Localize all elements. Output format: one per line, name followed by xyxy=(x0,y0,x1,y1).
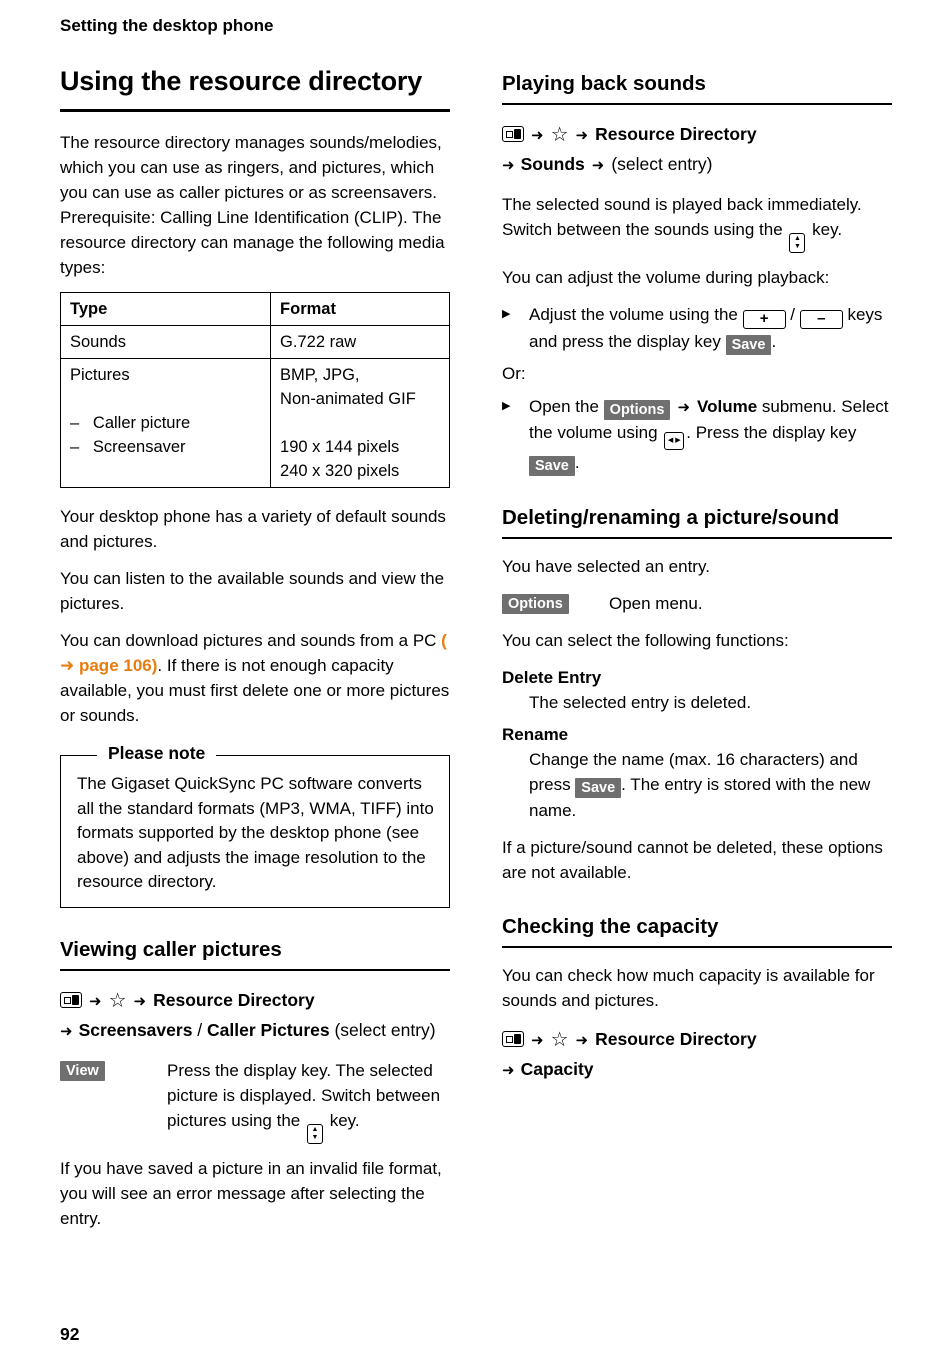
cell-line: 190 x 144 pixels xyxy=(280,438,400,456)
or-label: Or: xyxy=(502,364,526,383)
paragraph-cannot-delete: If a picture/sound cannot be deleted, these options are not available. xyxy=(502,837,883,882)
display-key-icon xyxy=(60,992,82,1008)
paragraph-invalid-format: If you have saved a picture in an invalid file format, you will see an error message after selecting the entry. xyxy=(60,1158,442,1228)
bullet-text xyxy=(529,394,892,476)
menu-path-capacity xyxy=(502,1025,892,1085)
badge-column xyxy=(60,1058,167,1144)
menu-item-caller-pictures: Caller Pictures xyxy=(207,1019,330,1040)
bullet-item-adjust-volume xyxy=(502,302,892,355)
menu-item-resource-directory: Resource Directory xyxy=(153,989,315,1010)
menu-path-caller-pictures xyxy=(60,986,450,1046)
bullet-item-options-volume xyxy=(502,394,892,476)
bullet-icon: ▶ xyxy=(502,400,511,412)
star-key-icon: ☆ xyxy=(550,124,569,146)
cell-line: Non-animated GIF xyxy=(280,390,416,408)
menu-item-resource-directory: Resource Directory xyxy=(595,124,757,144)
function-rename-body xyxy=(529,747,892,823)
media-types-table xyxy=(60,292,450,488)
menu-item-volume: Volume xyxy=(697,397,758,416)
arrow-icon: ➜ xyxy=(591,157,605,174)
badge-column xyxy=(502,591,609,616)
text-segment: . Press the display key xyxy=(686,423,857,442)
text-segment: Press the display key. The selected picture is displayed. Switch between pictures using the xyxy=(167,1060,441,1130)
text-segment: Adjust the volume using the xyxy=(529,305,743,324)
display-key-icon xyxy=(502,1031,524,1047)
page-number: 92 xyxy=(60,1324,80,1344)
options-display-key: Options xyxy=(502,594,569,614)
text-segment: . If there is not enough capacity available, you must first delete one or more pictures or sounds. xyxy=(60,656,450,725)
right-column xyxy=(502,66,892,1243)
paragraph-download xyxy=(60,628,450,728)
down-triangle-icon: ▼ xyxy=(311,1133,319,1141)
up-down-key-icon xyxy=(307,1124,323,1144)
menu-path-line xyxy=(502,150,892,180)
up-triangle-icon: ▲ xyxy=(311,1125,319,1133)
arrow-icon: ➜ xyxy=(502,1061,515,1079)
text-segment: Open the xyxy=(529,397,604,416)
left-triangle-icon: ◀ xyxy=(667,437,674,444)
up-down-key-icon xyxy=(789,233,805,253)
arrow-icon: ➜ xyxy=(89,992,102,1010)
function-delete-entry-title: Delete Entry xyxy=(502,667,602,687)
menu-path-sounds xyxy=(502,120,892,180)
options-instruction-text: Open menu. xyxy=(609,593,703,613)
text-segment: The selected sound is played back immediately. Switch between the sounds using the xyxy=(502,195,862,239)
cell-line: BMP, JPG, xyxy=(280,366,360,384)
star-key-icon: ☆ xyxy=(108,989,127,1012)
cell-spacer xyxy=(70,387,261,411)
select-entry-hint: (select entry) xyxy=(611,154,713,174)
arrow-icon: ➜ xyxy=(502,157,515,174)
text-segment: . xyxy=(574,452,580,472)
cell-line: Pictures xyxy=(70,366,130,384)
display-key-icon xyxy=(502,126,524,142)
menu-path-line xyxy=(502,1055,892,1085)
table-header-row xyxy=(61,293,450,326)
menu-item-sounds: Sounds xyxy=(520,154,585,174)
running-header: Setting the desktop phone xyxy=(60,16,274,35)
paragraph-select-functions: You can select the following functions: xyxy=(502,630,789,650)
arrow-icon: ➜ xyxy=(575,127,589,144)
view-display-key: View xyxy=(60,1061,105,1081)
please-note-box xyxy=(60,743,450,908)
arrow-icon: ➜ xyxy=(133,992,147,1010)
menu-path-line xyxy=(502,1025,892,1055)
options-instruction-row xyxy=(502,591,892,616)
options-display-key: Options xyxy=(604,400,671,420)
text-segment: Change the name (max. 16 characters) and press xyxy=(529,749,858,794)
cell-spacer xyxy=(280,411,440,435)
cell-line: – Screensaver xyxy=(70,438,186,456)
select-entry-hint: (select entry) xyxy=(329,1019,436,1040)
star-key-icon: ☆ xyxy=(550,1028,569,1051)
text-segment: key. xyxy=(807,220,843,239)
paragraph-adjust-volume: You can adjust the volume during playback: xyxy=(502,268,830,287)
text-segment: keys and press the display key xyxy=(529,305,883,351)
arrow-icon: ➜ xyxy=(677,399,691,416)
intro-paragraph: The resource directory manages sounds/melodies, which you can use as ringers, and pictures, which you can use as caller pictures or as screensavers. Prerequisite: Calling Line Identification (CLIP). The resource directory can manage the following media types: xyxy=(60,133,445,277)
table-cell-pictures-format xyxy=(271,359,450,488)
text-segment: submenu. Select the volume using xyxy=(529,397,889,442)
heading-viewing-caller-pictures: Viewing caller pictures xyxy=(60,938,450,971)
separator: / xyxy=(192,1019,208,1040)
text-segment: . xyxy=(771,332,777,351)
paragraph-default-sounds: Your desktop phone has a variety of default sounds and pictures. xyxy=(60,507,446,551)
save-display-key: Save xyxy=(575,778,621,798)
plus-key-icon: + xyxy=(743,310,786,329)
menu-path-line xyxy=(60,986,450,1016)
paragraph-playback xyxy=(502,192,892,253)
heading-playing-back-sounds: Playing back sounds xyxy=(502,72,892,105)
cell-line: 240 x 320 pixels xyxy=(280,462,400,480)
table-row-sounds xyxy=(61,326,450,359)
function-rename-title: Rename xyxy=(502,724,569,744)
table-cell-sounds: Sounds xyxy=(61,326,271,359)
table-row-pictures xyxy=(61,359,450,488)
text-segment: key. xyxy=(324,1110,360,1130)
cell-line: – Caller picture xyxy=(70,414,191,432)
left-right-key-icon xyxy=(664,432,684,450)
menu-item-screensavers: Screensavers xyxy=(78,1019,193,1040)
right-triangle-icon: ▶ xyxy=(675,437,681,444)
text-segment: You can download pictures and sounds from a PC xyxy=(60,631,442,650)
separator: / xyxy=(785,305,800,324)
down-triangle-icon: ▼ xyxy=(793,243,801,250)
table-cell-sounds-format: G.722 raw xyxy=(271,326,450,359)
arrow-icon: ➜ xyxy=(531,127,544,144)
up-triangle-icon: ▲ xyxy=(793,235,801,242)
view-instruction-row xyxy=(60,1058,450,1144)
bullet-text xyxy=(529,302,892,355)
note-title: Please note xyxy=(97,743,216,764)
minus-key-icon: – xyxy=(800,310,843,329)
menu-path-line xyxy=(60,1016,450,1046)
function-delete-entry-body: The selected entry is deleted. xyxy=(529,692,752,712)
table-header-type: Type xyxy=(61,293,271,326)
paragraph-check-capacity: You can check how much capacity is available for sounds and pictures. xyxy=(502,965,875,1010)
menu-path-line xyxy=(502,120,892,150)
menu-item-resource-directory: Resource Directory xyxy=(595,1028,757,1049)
left-column xyxy=(60,66,450,1243)
save-display-key: Save xyxy=(529,456,575,476)
bullet-icon: ▶ xyxy=(502,308,511,320)
heading-using-resource-directory: Using the resource directory xyxy=(60,66,450,112)
two-column-layout xyxy=(60,66,892,1243)
text-segment: . The entry is stored with the new name. xyxy=(529,774,871,820)
heading-checking-capacity: Checking the capacity xyxy=(502,915,892,948)
page-106-link[interactable]: ( ➜ page 106) xyxy=(60,631,447,675)
arrow-icon: ➜ xyxy=(575,1031,589,1049)
heading-deleting-renaming: Deleting/renaming a picture/sound xyxy=(502,506,892,539)
table-cell-pictures xyxy=(61,359,271,488)
view-instruction-text xyxy=(167,1058,450,1144)
save-display-key: Save xyxy=(726,335,772,355)
menu-item-capacity: Capacity xyxy=(520,1058,594,1079)
note-body: The Gigaset QuickSync PC software converts all the standard formats (MP3, WMA, TIFF) into formats supported by the desktop phone (see above) and adjusts the image resolution to the resource directory. xyxy=(77,774,434,891)
arrow-icon: ➜ xyxy=(531,1031,544,1049)
paragraph-listen-view: You can listen to the available sounds and view the pictures. xyxy=(60,569,445,613)
table-header-format: Format xyxy=(271,293,450,326)
arrow-icon: ➜ xyxy=(60,1022,73,1040)
paragraph-selected-entry: You have selected an entry. xyxy=(502,556,710,576)
